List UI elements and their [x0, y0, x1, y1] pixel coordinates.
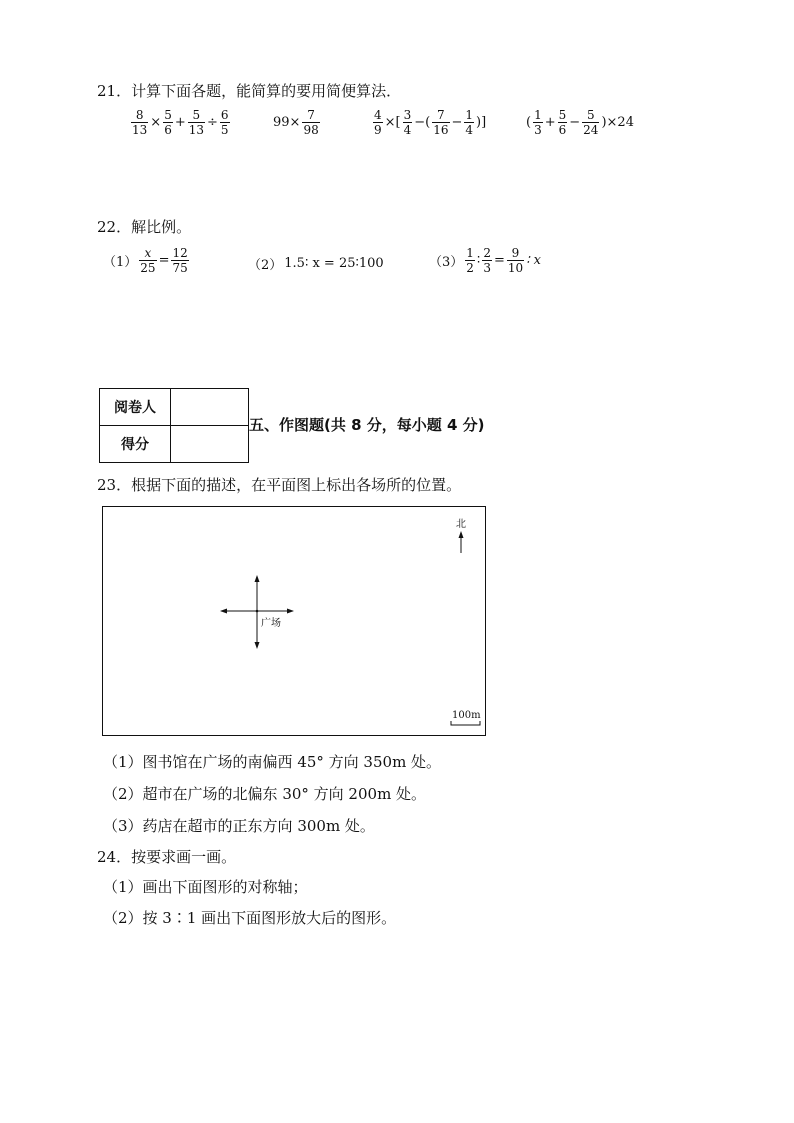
west-arrowhead-icon	[220, 609, 227, 614]
q24-title: 24．按要求画一画。	[97, 848, 237, 866]
score-blank	[171, 426, 249, 463]
fraction: $\frac{5}{24}$	[583, 108, 599, 137]
q23-title: 23．根据下面的描述，在平面图上标出各场所的位置。	[97, 476, 462, 494]
fraction: $\frac{1}{3}$	[534, 108, 542, 137]
plaza-label: 广场	[261, 618, 281, 629]
fraction: $\frac{7}{16}$	[433, 108, 449, 137]
fraction: $\frac{5}{6}$	[558, 108, 567, 137]
q21-expression-2: 99× $\frac{7}{98}$	[273, 108, 319, 137]
fraction: $\frac{3}{4}$	[403, 108, 412, 137]
south-axis-arrowhead-icon	[255, 642, 260, 649]
fraction: $\frac{6}{5}$	[220, 108, 229, 137]
q21-title: 21．计算下面各题，能简算的要用简便算法．	[97, 82, 402, 100]
fraction: $\frac{12}{75}$	[172, 246, 188, 275]
north-arrowhead-icon	[459, 531, 464, 538]
scale-bar	[451, 721, 480, 725]
fraction: $\frac{x}{25}$	[140, 246, 156, 275]
fraction: $\frac{8}{13}$	[132, 108, 148, 137]
q21-expression-1: $\frac{8}{13}$ × $\frac{5}{6}$ + $\frac{5}{13}$ ÷ $\frac{6}{5}$	[132, 108, 229, 137]
fraction: $\frac{5}{6}$	[164, 108, 172, 137]
q23-item-3: （3）药店在超市的正东方向 300m 处。	[103, 817, 375, 835]
north-label: 北	[456, 519, 466, 530]
grader-label: 阅卷人	[100, 389, 171, 426]
map-drawing	[103, 507, 485, 735]
fraction: $\frac{7}{98}$	[303, 108, 319, 137]
q22-proportion-1: （1） $\frac{x}{25}$ = $\frac{12}{75}$	[103, 246, 188, 275]
east-arrowhead-icon	[287, 609, 294, 614]
q22-title: 22．解比例。	[97, 218, 192, 236]
fraction: $\frac{9}{10}$	[507, 246, 524, 275]
fraction: $\frac{1}{2}$	[466, 246, 474, 275]
plaza-point	[256, 610, 259, 613]
fraction: $\frac{4}{9}$	[374, 108, 382, 137]
north-axis-arrowhead-icon	[255, 575, 260, 582]
grader-blank	[171, 389, 249, 426]
q24-item-1: （1）画出下面图形的对称轴；	[103, 878, 308, 896]
scale-label: 100m	[452, 710, 481, 721]
q24-item-2: （2）按 3∶1 画出下面图形放大后的图形。	[103, 909, 397, 927]
q22-proportion-3: （3） $\frac{1}{2}$ ∶ $\frac{2}{3}$ = $\frac{9}{10}$ ∶ x	[429, 246, 541, 275]
fraction: $\frac{2}{3}$	[483, 246, 491, 275]
q22-proportion-2: （2） 1.5∶ x = 25∶100	[248, 256, 384, 273]
grader-table	[99, 388, 249, 463]
section-title: 五、作图题(共 8 分，每小题 4 分)	[249, 416, 485, 434]
q23-item-1: （1）图书馆在广场的南偏西 45° 方向 350m 处。	[103, 753, 442, 771]
q21-expression-3: $\frac{4}{9}$ ×[ $\frac{3}{4}$ −( $\frac{7}{16}$ − $\frac{1}{4}$ )]	[374, 108, 487, 137]
q23-item-2: （2）超市在广场的北偏东 30° 方向 200m 处。	[103, 785, 427, 803]
score-label: 得分	[100, 426, 171, 463]
floor-plan-map	[102, 506, 486, 736]
fraction: $\frac{1}{4}$	[465, 108, 474, 137]
fraction: $\frac{5}{13}$	[188, 108, 205, 137]
q21-expression-4: ( $\frac{1}{3}$ + $\frac{5}{6}$ − $\frac{5}{24}$ )×24	[526, 108, 634, 137]
